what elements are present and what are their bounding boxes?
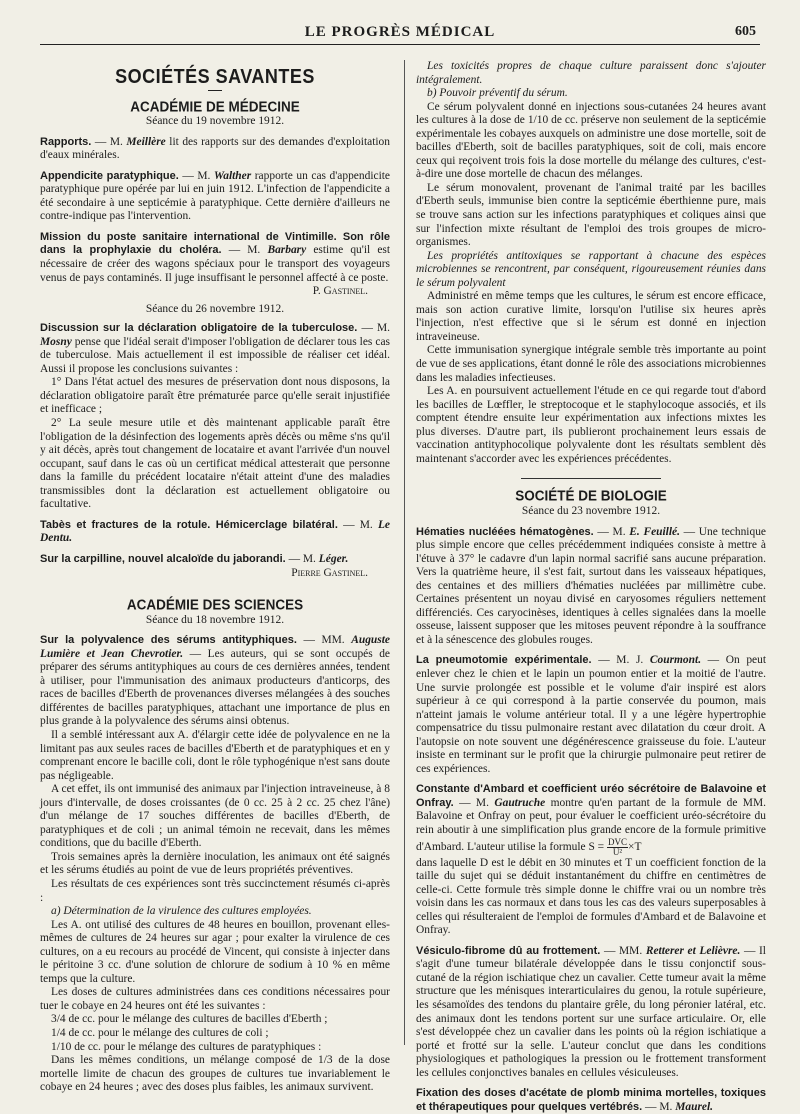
paragraph: Tabès et fractures de la rotule. Hémicerclage bilatéral. — M. Le Dentu. bbox=[40, 518, 391, 545]
title-rule bbox=[208, 90, 222, 91]
running-header bbox=[40, 22, 760, 45]
section-divider bbox=[521, 478, 661, 479]
session-date: Séance du 19 novembre 1912. bbox=[145, 115, 285, 128]
paragraph: 2° La seule mesure utile et dès maintenant applicable paraît être l'obligation de la désinfection des logements après décès ou même s'ns qu'il y ait décès, après tout changement de locataire et avant l'arrivée d'un nouvel occupant, sauf dans le cas où un certificat médical attesterait que personne dans la famille du précédent locataire n'était atteint d'une des maladies transmissibles dont la déclaration est actuellement obligatoire ou facultative. bbox=[40, 417, 390, 511]
paragraph: Discussion sur la déclaration obligatoire de la tuberculose. — M. Mosny pense que l'idéal serait d'imposer l'obligation de déclarer tous les cas de tuberculose. Mais actuellement il est impossible de réaliser cet idéal. Aussi il propose les conclusions suivantes : bbox=[40, 322, 390, 375]
paragraph: Rapports. — M. Meillère lit des rapports sur des demandes d'exploitation d'eaux minérales. bbox=[40, 135, 390, 162]
session-date: Séance du 23 novembre 1912. bbox=[521, 504, 661, 517]
list-item: 3/4 de cc. pour le mélange des cultures de bacilles d'Eberth ; bbox=[51, 1013, 328, 1026]
author-name: Gautruche bbox=[494, 796, 546, 809]
paragraph: Le sérum monovalent, provenant de l'animal traité par les bacilles d'Eberth seuls, immunise bien contre la septicémie éberthienne pure, mais se trouve sans action sur les infections paratyphiques et coliques ainsi que sur l'infection mixte résultant de l'emploi des trois groupes de micro-organismes. bbox=[416, 181, 766, 249]
paragraph: Les doses de cultures administrées dans ces conditions nécessaires pour tuer le cobaye en 24 heures ont été les suivantes : bbox=[40, 986, 390, 1012]
paragraph: Dans les mêmes conditions, un mélange composé de 1/3 de la dose mortelle limite de chacun des groupes de cultures tue invariablement le cobaye en 24 heures ; avec des doses plus faibles, les animaux survivent. bbox=[40, 1054, 390, 1094]
heading-societe-biologie: SOCIÉTÉ DE BIOLOGIE bbox=[515, 487, 667, 505]
paragraph: Hématies nucléées hématogènes. — M. E. Feuillé. — Une technique plus simple encore que celles précédemment indiquées consiste à mettre à l'étuve à 37° le cadavre d'un lapin normal sacrifié sans aucune préparation. Vers la quatrième heure, il s'est fait, surtout dans les vaisseaux hépatiques, des centaines et des milliers d'hématies nucléées par millimètre cube. Certaines présentent un noyau divisé en caryosomes réguliers nettement différenciés. Ces caryocinèses, identiques à celles signalées dans la moelle osseuse, laissent supposer que les mitoses peuvent répondre à la souffrance et à la sénescence des globules rouges. bbox=[416, 525, 766, 646]
author-name: Mosny bbox=[40, 335, 72, 348]
paragraph: Mission du poste sanitaire international de Vintimille. Son rôle dans la prophylaxie du choléra. — M. Barbary estime qu'il est nécessaire de créer des wagons spéciaux pour le transport des voyageurs venus de pays contaminés. Il juge insuffisant le personnel affecté à ce poste. bbox=[40, 230, 391, 284]
column-rule bbox=[404, 60, 405, 1045]
paragraph: Fixation des doses d'acétate de plomb minima mortelles, toxiques et thérapeutiques pour quelques vertébrés. — M. Maurel. bbox=[416, 1087, 766, 1113]
author-name: Le Dentu. bbox=[40, 518, 391, 545]
paragraph: Appendicite paratyphique. — M. Walther rapporte un cas d'appendicite paratyphique pure opérée par lui en juin 1912. L'infection de l'appendicite a été secondaire à une septicémie à paratyphique. Cette dernière d'ailleurs ne contre-indique pas l'intervention. bbox=[40, 169, 390, 223]
item-title: Sur la polyvalence des sérums antityphiques. bbox=[40, 634, 297, 647]
heading-academie-sciences: ACADÉMIE DES SCIENCES bbox=[126, 596, 304, 613]
paragraph: b) Pouvoir préventif du sérum. bbox=[427, 87, 568, 100]
formula-fraction: $\frac{\text{DVC}}{\text{U²}}$ bbox=[608, 836, 628, 857]
item-title: Rapports. bbox=[40, 135, 92, 148]
author-name: E. Feuillé. bbox=[629, 525, 680, 538]
session-date: Séance du 18 novembre 1912. bbox=[145, 613, 285, 626]
item-title: Sur la carpilline, nouvel alcaloïde du jaborandi. bbox=[40, 552, 286, 565]
signature: Pierre Gastinel. bbox=[291, 566, 368, 579]
paragraph: Vésiculo-fibrome dû au frottement. — MM. Retterer et Lelièvre. — Il s'agit d'une tumeur bilatérale développée dans le tissu conjonctif sous-cutané de la région ischiatique chez un cavalier. Cette tumeur avait la même structure que les ménisques interarticulaires du genou, la rotule supérieure, les sésamoïdes des tendons du plantaire grêle, du long péronier latéral, etc. des animaux dont les tendons portent sur une surface articulaire. Or, elle s'est développée chez un cavalier dans les points où la région ischiatique a porté et frotté sur la selle. L'auteur conclut que dans les conditions physiologiques et pathologiques la pression ou le frottement transforment les cellules conjonctives banales en cellules vésiculeuses. bbox=[416, 944, 766, 1079]
author-name: Walther bbox=[213, 169, 252, 182]
author-name: Maurel. bbox=[675, 1100, 714, 1113]
author-name: Courmont. bbox=[649, 654, 702, 667]
paragraph: Les propriétés antitoxiques se rapportant à chacune des espèces microbiennes se rencontrent, par conséquent, rigoureusement réunies dans le sérum polyvalent bbox=[416, 249, 766, 289]
paragraph: Ce sérum polyvalent donné en injections sous-cutanées 24 heures avant les cultures à la dose de 1/10 de cc. préserve non seulement de la septicémie expérimentale les cobayes auxquels on administre une dose mortelle, soit de bacilles d'Eberth, soit de bacilles paratyphiques, soit de coli, mais encore ceux qui reçoivent trois fois la dose mortelle du mélange des cultures, c'est-à-dire une dose mortelle de chacun des mélanges. bbox=[416, 100, 766, 181]
paragraph: dans laquelle D est le débit en 30 minutes et T un coefficient fonction de la taille du sujet qui se déduit instantanément du chiffre en centimètres de celle-ci. Cette formule très simple donne le chiffre vrai ou un nombre très voisin dans les cas normaux et dans tous les cas des valeurs superposables à celles qui résulteraient de l'emploi de formules d'Ambard et de Balavoine et Onfray. bbox=[416, 856, 766, 937]
section-title-societes: SOCIÉTÉS SAVANTES bbox=[115, 64, 315, 88]
item-title: Hématies nucléées hématogènes. bbox=[416, 525, 594, 538]
paragraph: Les résultats de ces expériences sont très succinctement résumés ci-après : bbox=[40, 877, 390, 904]
list-item: 1/4 de cc. pour le mélange des cultures de coli ; bbox=[51, 1027, 269, 1039]
journal-title: LE PROGRÈS MÉDICAL bbox=[304, 24, 496, 40]
paragraph: Trois semaines après la dernière inoculation, les animaux ont été saignés et les sérums étudiés au point de vue de leurs propriétés préventives. bbox=[40, 850, 390, 877]
author-name: Auguste Lumière et Jean Chevrotier. bbox=[40, 634, 390, 660]
item-title: Appendicite paratyphique. bbox=[40, 169, 179, 182]
paragraph: Les A. en poursuivent actuellement l'étude en ce qui regarde tout d'abord les bacilles de Lœffler, le streptocoque et le staphylocoque associés, et ils comptent étendre ensuite leur expérimentation aux infections mixtes les plus diverses. D'autre part, ils publieront prochainement leurs essais de vaccination antityphocolique polyvalente dont les résultats semblent dès maintenant s'accorder avec les expériences précédentes. bbox=[416, 385, 766, 465]
author-name: Léger. bbox=[318, 552, 349, 565]
session-date: Séance du 26 novembre 1912. bbox=[145, 302, 285, 315]
paragraph: a) Détermination de la virulence des cultures employées. bbox=[51, 905, 312, 918]
item-title: Fixation des doses d'acétate de plomb minima mortelles, toxiques et thérapeutiques pour quelques vertébrés. bbox=[416, 1087, 766, 1113]
paragraph: Sur la carpilline, nouvel alcaloïde du jaborandi. — M. Léger. bbox=[40, 552, 349, 565]
author-name: Meillère bbox=[126, 135, 166, 148]
heading-academie-medecine: ACADÉMIE DE MÉDECINE bbox=[130, 97, 300, 115]
item-title: La pneumotomie expérimentale. bbox=[416, 654, 592, 667]
item-title: Mission du poste sanitaire international de Vintimille. Son rôle dans la prophylaxie du choléra. bbox=[40, 230, 390, 257]
paragraph: Les toxicités propres de chaque culture paraissent donc s'ajouter intégralement. bbox=[416, 60, 766, 86]
paragraph: Il a semblé intéressant aux A. d'élargir cette idée de polyvalence en ne la limitant pas aux seules races de bacilles d'Eberth et de paratyphiques et en y comprenant encore le bacille coli, dont le rôle typhogénique n'est sans doute pas négligeable. bbox=[40, 728, 390, 782]
paragraph: A cet effet, ils ont immunisé des animaux par l'injection intraveineuse, à 8 jours d'intervalle, de doses croissantes (de 0 cc. 25 à 2 cc. 25 chez l'âne) d'un mélange de 17 souches différentes de bacilles d'Eberth, de paratyphiques et de coli ; un animal témoin ne recevait, dans les mêmes conditions, que du bacille d'Eberth. bbox=[40, 783, 390, 850]
paragraph: 1° Dans l'état actuel des mesures de préservation dont nous disposons, la déclaration obligatoire paraît être prématurée parce qu'elle serait injustifiée et inefficace ; bbox=[40, 376, 390, 416]
paragraph: Administré en même temps que les cultures, le sérum est encore efficace, mais son action curative limite, lorsqu'on l'utilise six heures après l'injection, n'est effective que si le sérum est donné en injection intraveineuse. bbox=[416, 290, 766, 343]
paragraph: Constante d'Ambard et coefficient uréo sécrétoire de Balavoine et Onfray. — M. Gautruche montre qu'en partant de la formule de MM. Balavoine et Onfray on peut, pour évaluer le coefficient uréo-sécrétoire du rein aboutir à une simplification plus grande encore de la formule primitive d'Ambard. L'auteur utilise la formule S = $\frac{\text{DVC}}{\text{U²}}$ ×T bbox=[416, 783, 766, 857]
author-name: Retterer et Lelièvre. bbox=[645, 944, 741, 957]
item-title: Tabès et fractures de la rotule. Hémicerclage bilatéral. bbox=[40, 518, 338, 531]
signature: P. Gastinel. bbox=[312, 285, 368, 298]
page-number: 605 bbox=[735, 24, 756, 39]
right-column bbox=[416, 60, 766, 1114]
item-title: Constante d'Ambard et coefficient uréo sécrétoire de Balavoine et Onfray. bbox=[416, 783, 766, 809]
list-item: 1/10 de cc. pour le mélange des cultures de paratyphiques : bbox=[51, 1040, 322, 1053]
author-name: Barbary bbox=[267, 244, 307, 257]
paragraph: Sur la polyvalence des sérums antityphiques. — MM. Auguste Lumière et Jean Chevrotier. — Les auteurs, qui se sont occupés de préparer des sérums antityphiques au cours de ces dernières années, tendent à utiliser, pour l'immunisation des animaux producteurs d'anticorps, des races de bacilles d'Eberth de provenances diverses mélangées à des souches différentes de bacilles paratyphiques, attachant une importance de plus en plus grande à la polyvalence des sérums ainsi obtenus. bbox=[40, 634, 391, 728]
paragraph: Cette immunisation synergique intégrale semble très importante au point de vue de ses applications, étant donné le rôle des associations microbiennes dans les maladies infectieuses. bbox=[416, 344, 767, 384]
paragraph: Les A. ont utilisé des cultures de 48 heures en bouillon, provenant elles-mêmes de cultures de 24 heures sur agar ; pour exalter la virulence de ces cultures, on a eu recours au procédé de Vincent, qui consiste à injecter dans le péritoine 3 cc. d'une solution de chlorure de sodium à 10 % en même temps que la culture. bbox=[40, 918, 390, 985]
item-title: Discussion sur la déclaration obligatoire de la tuberculose. bbox=[40, 322, 358, 335]
paragraph: La pneumotomie expérimentale. — M. J. Courmont. — On peut enlever chez le chien et le lapin un poumon entier et la moitié de l'autre. Une survie prolongée est possible et le volume d'air inspiré est alors supérieur à ce qui correspond à la partie conservée du poumon, mais n'atteint jamais le volume antérieur total. Il y a une légère hypertrophie compensatrice du tissu pulmonaire restant avec dilatation du cœur droit. A l'autopsie on note souvent une dégénérescence graisseuse du foie. L'auteur insiste en terminant sur le profit que la chirurgie pulmonaire peut retirer de ces expériences. bbox=[416, 654, 767, 775]
left-column bbox=[40, 60, 390, 1095]
item-title: Vésiculo-fibrome dû au frottement. bbox=[416, 944, 601, 957]
